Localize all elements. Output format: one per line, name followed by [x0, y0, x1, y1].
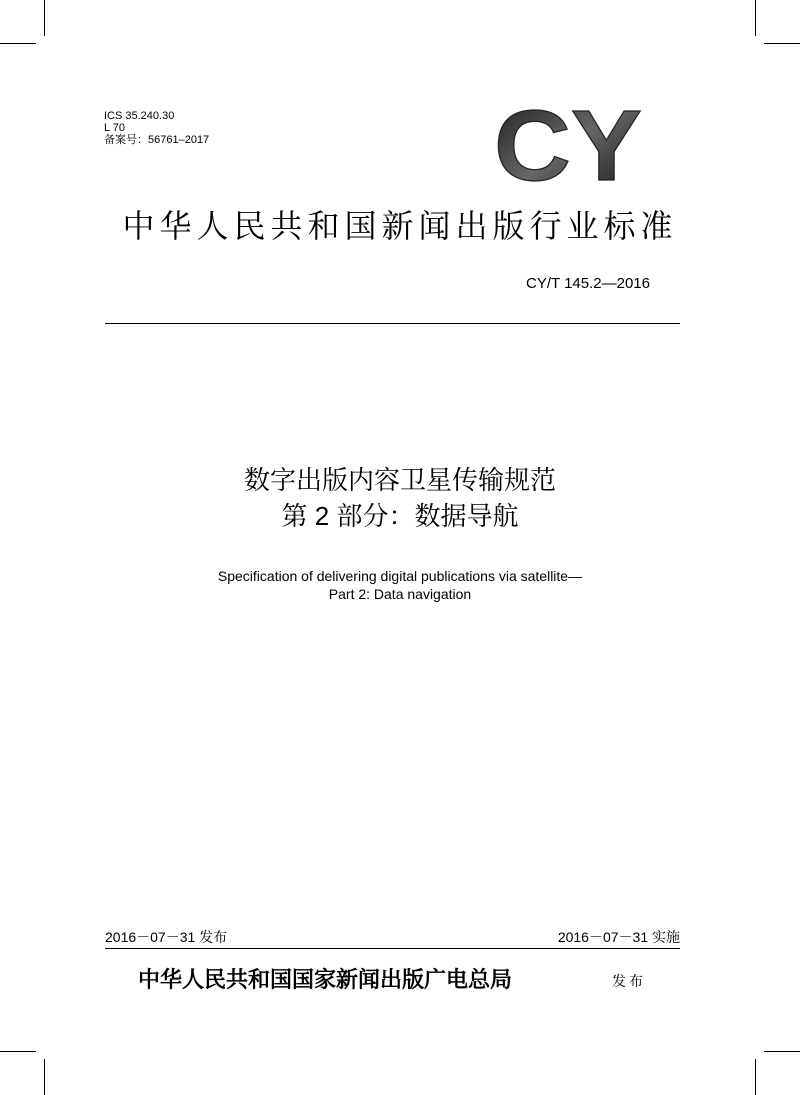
crop-mark-bottom-right-vertical [755, 1059, 756, 1095]
cy-logo [493, 100, 643, 186]
document-title-en [0, 567, 800, 603]
footer-rule [105, 948, 680, 949]
title-zh-line1: 数字出版内容卫星传输规范 [243, 465, 556, 495]
crop-mark-bottom-right-horizontal [764, 1051, 800, 1052]
implementation-date: 2016－07－31 实施 [557, 929, 680, 945]
document-title-zh [0, 462, 800, 534]
publisher-suffix: 发布 [612, 973, 646, 989]
publisher-name: 中华人民共和国国家新闻出版广电总局 [138, 967, 513, 993]
issue-date: 2016－07－31 发布 [105, 929, 228, 945]
title-en-line2: Part 2: Data navigation [328, 586, 472, 602]
header-rule [105, 323, 680, 324]
crop-mark-top-right-vertical [755, 0, 756, 36]
crop-mark-bottom-left-horizontal [0, 1051, 36, 1052]
cy-logo-text: CY [494, 100, 642, 186]
title-zh-line2: 第 2 部分：数据导航 [281, 501, 519, 531]
classification-block [104, 110, 209, 146]
organization-standard-title: 中华人民共和国新闻出版行业标准 [122, 208, 678, 244]
record-number: 备案号：56761–2017 [104, 134, 210, 146]
crop-mark-top-left-vertical [44, 0, 45, 36]
crop-mark-top-right-horizontal [764, 43, 800, 44]
ics-code: ICS 35.240.30 [104, 110, 175, 122]
ccs-code: L 70 [104, 122, 126, 134]
crop-mark-top-left-horizontal [0, 43, 36, 44]
standard-number: CY/T 145.2—2016 [526, 275, 650, 292]
title-en-line1: Specification of delivering digital publications via satellite— [217, 568, 583, 584]
crop-mark-bottom-left-vertical [44, 1059, 45, 1095]
